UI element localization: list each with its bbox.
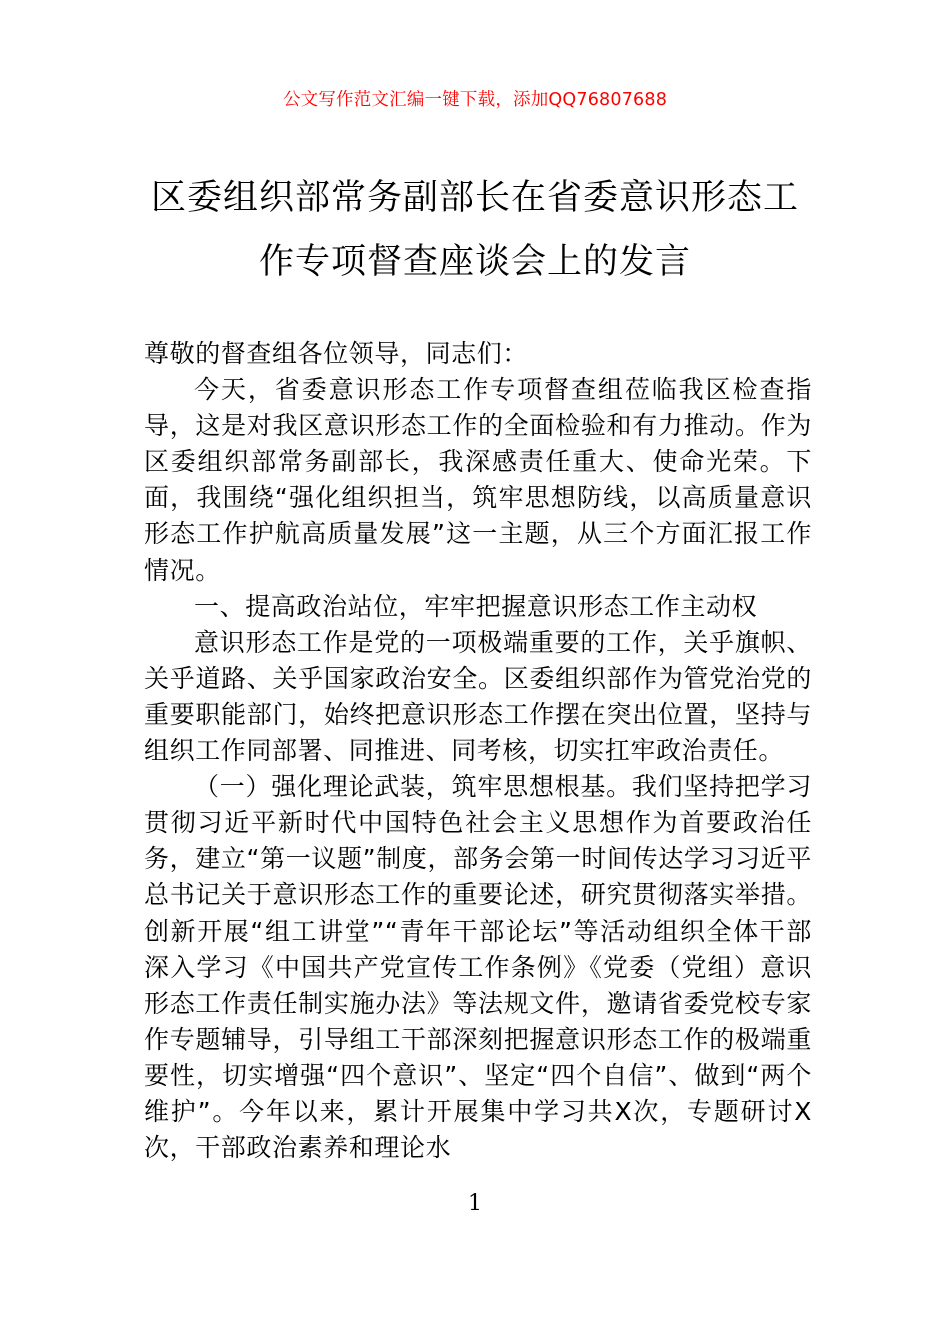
paragraph-intro: 今天，省委意识形态工作专项督查组莅临我区检查指导，这是对我区意识形态工作的全面检验和有力推动。作为区委组织部常务副部长，我深感责任重大、使命光荣。下面，我围绕“强化组织担当，筑牢思想防线，以高质量意识形态工作护航高质量发展”这一主题，从三个方面汇报工作情况。 (144, 375, 812, 585)
page-number: 1 (468, 1191, 482, 1216)
title-line-1: 区委组织部常务副部长在省委意识形态工 (150, 178, 799, 218)
section-heading-1: 一、提高政治站位，牢牢把握意识形态工作主动权 (194, 591, 758, 621)
document-title (100, 166, 850, 294)
document-body (144, 336, 812, 1166)
title-line-2: 作专项督查座谈会上的发言 (258, 242, 691, 282)
paragraph-subsection-1: （一）强化理论武装，筑牢思想根基。我们坚持把学习贯彻习近平新时代中国特色社会主义思想作为首要政治任务，建立“第一议题”制度，部务会第一时间传达学习习近平总书记关于意识形态工作的重要论述，研究贯彻落实举措。创新开展“组工讲堂”“青年干部论坛”等活动组织全体干部深入学习《中国共产党宣传工作条例》《党委（党组）意识形态工作责任制实施办法》等法规文件，邀请省委党校专家作专题辅导，引导组工干部深刻把握意识形态工作的极端重要性，切实增强“四个意识”、坚定“四个自信”、做到“两个维护”。今年以来，累计开展集中学习共X次，专题研讨X次，干部政治素养和理论水 (144, 772, 812, 1163)
promo-banner: 公文写作范文汇编一键下载，添加QQ76807688 (282, 90, 668, 110)
paragraph-section-1: 意识形态工作是党的一项极端重要的工作，关乎旗帜、关乎道路、关乎国家政治安全。区委组织部作为管党治党的重要职能部门，始终把意识形态工作摆在突出位置，坚持与组织工作同部署、同推进、同考核，切实扛牢政治责任。 (144, 627, 812, 766)
salutation: 尊敬的督查组各位领导，同志们： (144, 339, 529, 368)
